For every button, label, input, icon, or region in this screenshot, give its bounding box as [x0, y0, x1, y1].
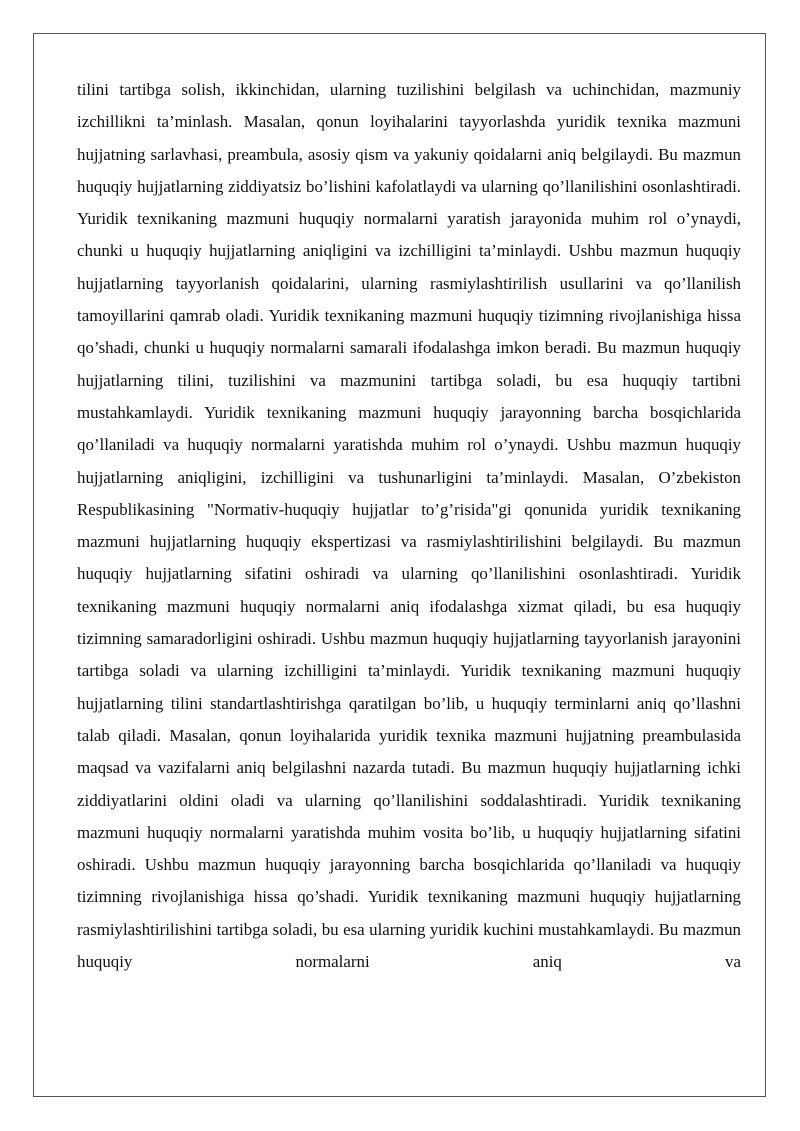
- body-paragraph: tilini tartibga solish, ikkinchidan, ularning tuzilishini belgilash va uchinchidan, mazmuniy izchillikni ta’minlash. Masalan, qonun loyihalarini tayyorlashda yuridik texnika mazmuni hujjatning sarlavhasi, preambula, asosiy qism va yakuniy qoidalarni aniq belgilaydi. Bu mazmun huquqiy hujjatlarning ziddiyatsiz bo’lishini kafolatlaydi va ularning qo’llanilishini osonlashtiradi. Yuridik texnikaning mazmuni huquqiy normalarni yaratish jarayonida muhim rol o’ynaydi, chunki u huquqiy hujjatlarning aniqligini va izchilligini ta’minlaydi. Ushbu mazmun huquqiy hujjatlarning tayyorlanish qoidalarini, ularning rasmiylashtirilish usullarini va qo’llanilish tamoyillarini qamrab oladi. Yuridik texnikaning mazmuni huquqiy tizimning rivojlanishiga hissa qo’shadi, chunki u huquqiy normalarni samarali ifodalashga imkon beradi. Bu mazmun huquqiy hujjatlarning tilini, tuzilishini va mazmunini tartibga soladi, bu esa huquqiy tartibni mustahkamlaydi. Yuridik texnikaning mazmuni huquqiy jarayonning barcha bosqichlarida qo’llaniladi va huquqiy normalarni yaratishda muhim rol o’ynaydi. Ushbu mazmun huquqiy hujjatlarning aniqligini, izchilligini va tushunarligini ta’minlaydi. Masalan, O’zbekiston Respublikasining "Normativ-huquqiy hujjatlar to’g’risida"gi qonunida yuridik texnikaning mazmuni hujjatlarning huquqiy ekspertizasi va rasmiylashtirilishini belgilaydi. Bu mazmun huquqiy hujjatlarning sifatini oshiradi va ularning qo’llanilishini osonlashtiradi. Yuridik texnikaning mazmuni huquqiy normalarni aniq ifodalashga xizmat qiladi, bu esa huquqiy tizimning samaradorligini oshiradi. Ushbu mazmun huquqiy hujjatlarning tayyorlanish jarayonini tartibga soladi va ularning izchilligini ta’minlaydi. Yuridik texnikaning mazmuni huquqiy hujjatlarning tilini standartlashtirishga qaratilgan bo’lib, u huquqiy terminlarni aniq qo’llashni talab qiladi. Masalan, qonun loyihalarida yuridik texnika mazmuni hujjatning preambulasida maqsad va vazifalarni aniq belgilashni nazarda tutadi. Bu mazmun huquqiy hujjatlarning ichki ziddiyatlarini oldini oladi va ularning qo’llanilishini soddalashtiradi. Yuridik texnikaning mazmuni huquqiy normalarni yaratishda muhim vosita bo’lib, u huquqiy hujjatlarning sifatini oshiradi. Ushbu mazmun huquqiy jarayonning barcha bosqichlarida qo’llaniladi va huquqiy tizimning rivojlanishiga hissa qo’shadi. Yuridik texnikaning mazmuni huquqiy hujjatlarning rasmiylashtirilishini tartibga soladi, bu esa ularning yuridik kuchini mustahkamlaydi. Bu mazmun huquqiy normalarni aniq va: [77, 80, 741, 972]
